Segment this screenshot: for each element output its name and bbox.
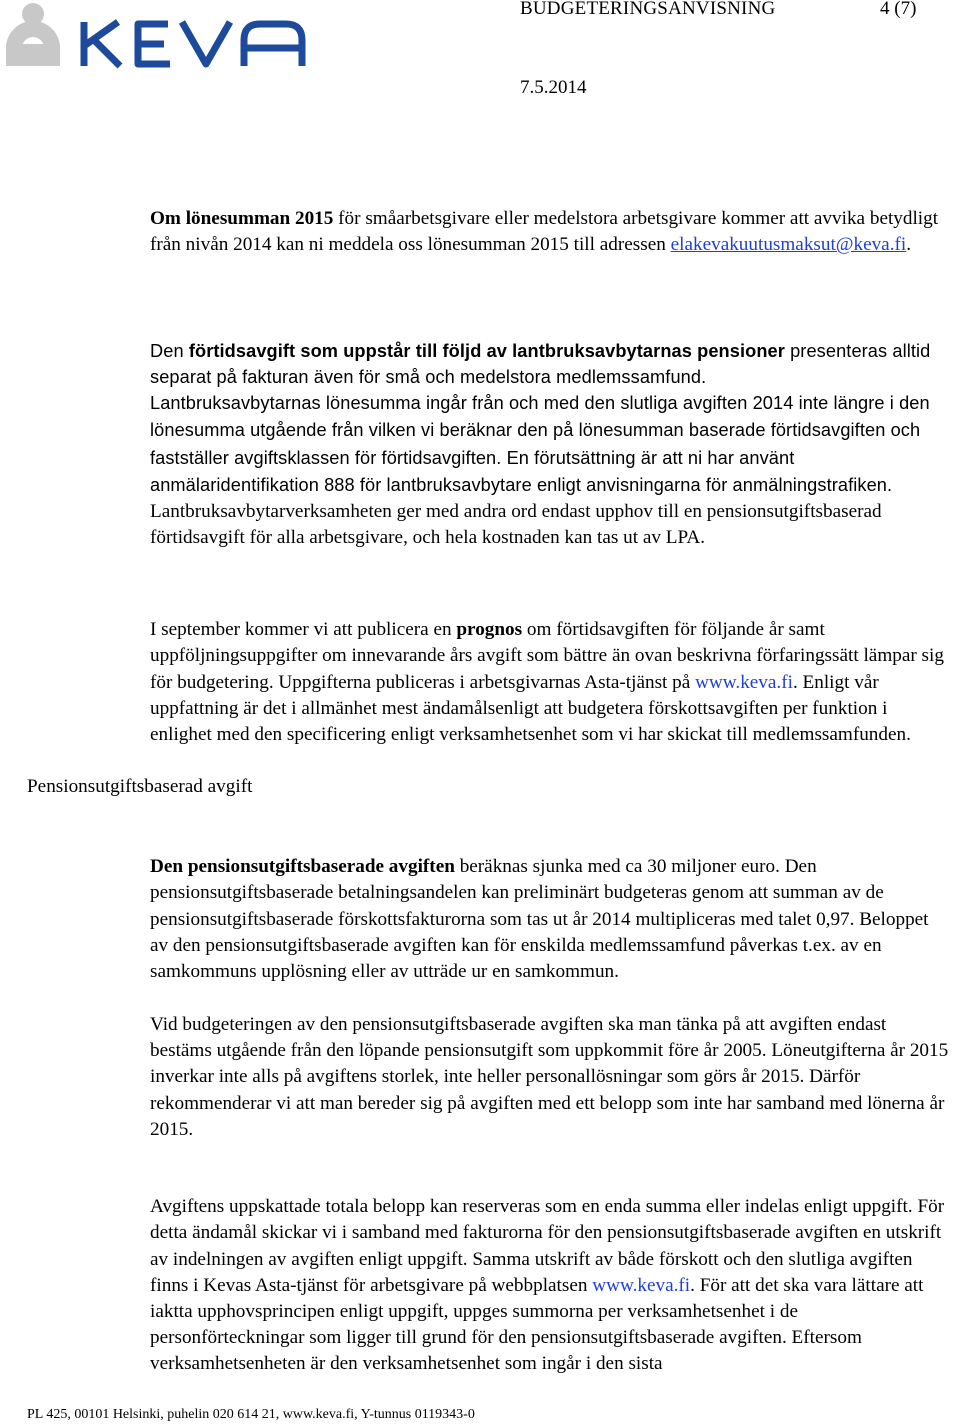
page-number: 4 (7) bbox=[880, 0, 917, 19]
bold-text: förtidsavgift som uppstår till följd av lantbruksavbytarnas pensioner bbox=[188, 341, 785, 362]
paragraph-prognos: I september kommer vi att publicera en prognos om förtidsavgiften för följande år samt uppföljningsuppgifter om innevarande års avgift som bättre än ovan beskrivna förfaringssätt lämpar sig för budgetering. Uppgifterna publiceras i arbetsgivarnas Asta-tjänst på www.keva.fi. Enligt vår uppfattning är det i allmänhet mest ändamålsenligt att budgetera förskottsavgiften per funktion i enlighet med den specificering enligt verksamhetsenhet som vi har skickat till medlemssamfunden. bbox=[150, 619, 944, 746]
document-date: 7.5.2014 bbox=[520, 77, 587, 98]
paragraph-fortidsavgift: Den förtidsavgift som uppstår till följd av lantbruksavbytarnas pensioner presenteras alltid separat på fakturan även för små och medelstora medlemssamfund. bbox=[150, 341, 931, 388]
keva-logo bbox=[0, 0, 320, 80]
footer: PL 425, 00101 Helsinki, puhelin 020 614 21, www.keva.fi, Y-tunnus 0119343-0 bbox=[27, 1407, 475, 1422]
paragraph-lonesumma: Om lönesumman 2015 för småarbetsgivare eller medelstora arbetsgivare kommer att avvika betydligt från nivån 2014 kan ni meddela oss lönesumman 2015 till adressen elakevakuutusmaksut@keva.fi. bbox=[150, 208, 939, 256]
paragraph-budgetering: Vid budgeteringen av den pensionsutgiftsbaserade avgiften ska man tänka på att avgiften endast bestäms utgående från den löpande pensionsutgift som uppkommit före år 2005. Löneutgifterna år 2015 inverkar inte alls på avgiftens storlek, inte heller personallösningar som görs år 2015. Därför rekommenderar vi att man bereder sig på avgiften med ett belopp som inte har samband med lönerna år 2015. bbox=[150, 1014, 949, 1140]
paragraph-lantbruk: Lantbruksavbytarnas lönesumma ingår från och med den slutliga avgiften 2014 inte längre i den lönesumma utgående från vilken vi beräknar den på lönesumman baserade förtidsavgiften och fastställer avgiftsklassen för förtidsavgiften. En förutsättning är att ni har använt anmälaridentifikation 888 för lantbruksavbytare enligt anvisningarna för anmälningstrafiken. Lantbruksavbytarverksamheten ger med andra ord endast upphov till en pensionsutgiftsbaserad förtidsavgift för alla arbetsgivare, och hela kostnaden kan tas ut av LPA. bbox=[150, 393, 930, 549]
email-link[interactable]: elakevakuutusmaksut@keva.fi bbox=[670, 234, 907, 256]
keva-link[interactable]: www.keva.fi bbox=[695, 671, 793, 693]
paragraph-pensionsutgift: Den pensionsutgiftsbaserade avgiften beräknas sjunka med ca 30 miljoner euro. Den pensionsutgiftsbaserade betalningsandelen kan preliminärt budgeteras genom att summan av de pensionsutgiftsbaserade förskottsfakturorna som tas ut år 2014 multipliceras med talet 0,97. Beloppet av den pensionsutgiftsbaserade avgiften kan för enskilda medlemssamfund påverkas t.ex. av en samkommuns upplösning eller av utträde ur en samkommun. bbox=[150, 856, 929, 983]
paragraph-uppskattade: Avgiftens uppskattade totala belopp kan reserveras som en enda summa eller indelas enligt uppgift. För detta ändamål skickar vi i samband med fakturorna för den pensionsutgiftsbaserade avgiften en utskrift av indelningen av avgiften enligt uppgift. Samma utskrift av både förskott och den slutliga avgiften finns i Kevas Asta-tjänst för arbetsgivare på webbplatsen www.keva.fi. För att det ska vara lättare att iaktta upphovsprincipen enligt uppgift, uppges summorna per verksamhetsenhet i de personförteckningar som ligger till grund för den pensionsutgiftsbaserade avgiften. Eftersom verksamhetsenheten är den verksamhetsenhet som ingår i den sista bbox=[150, 1196, 945, 1375]
bold-text: prognos bbox=[456, 619, 523, 641]
bold-text: Den pensionsutgiftsbaserade avgiften bbox=[150, 856, 455, 878]
section-heading: Pensionsutgiftsbaserad avgift bbox=[27, 776, 253, 797]
document-title: BUDGETERINGSANVISNING bbox=[520, 0, 776, 19]
keva-link[interactable]: www.keva.fi bbox=[592, 1274, 691, 1296]
bold-text: Om lönesumman 2015 bbox=[150, 208, 334, 230]
